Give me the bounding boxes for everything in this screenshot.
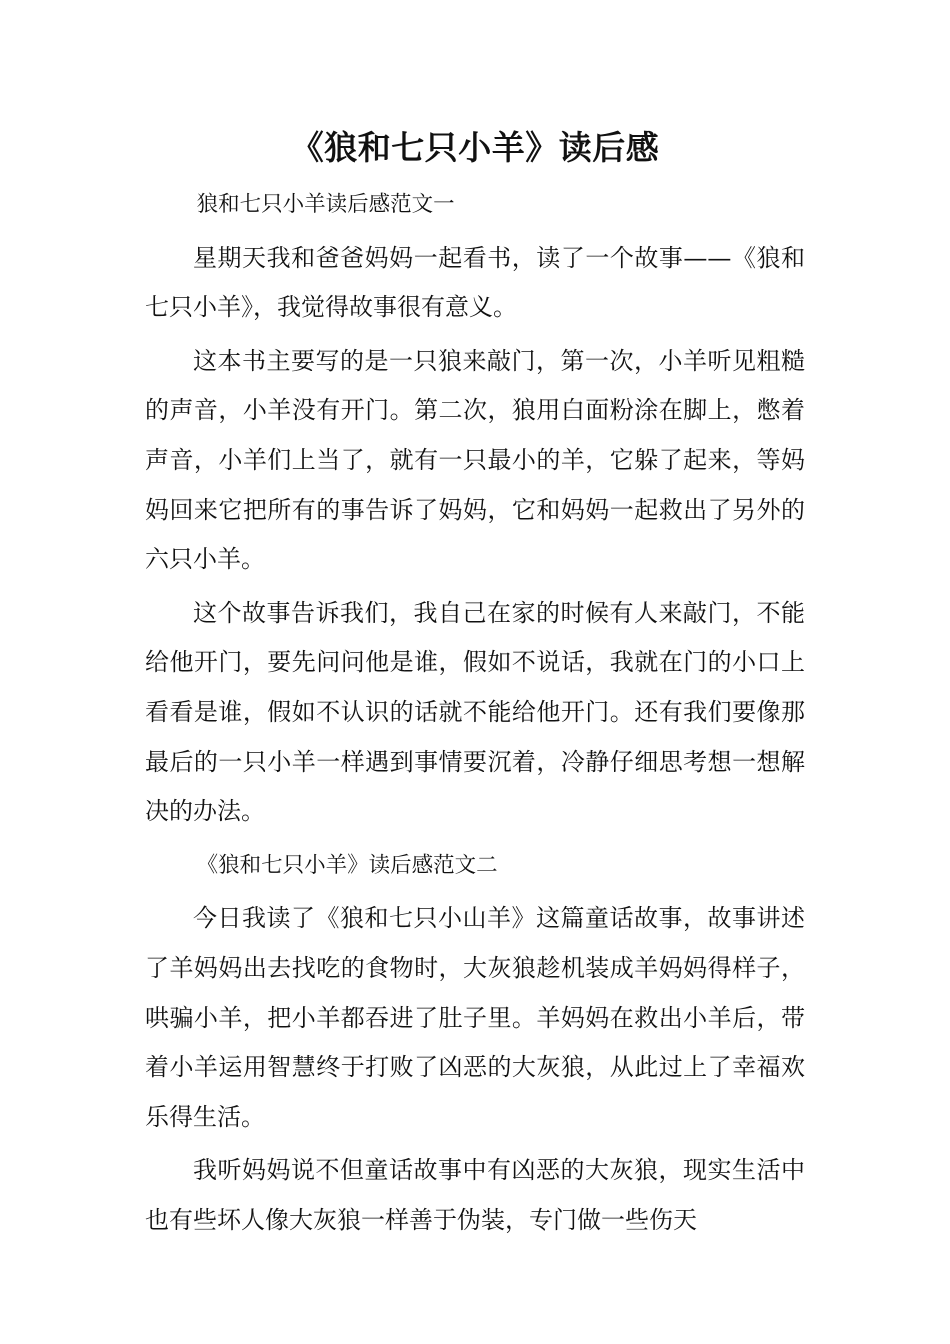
paragraph: 星期天我和爸爸妈妈一起看书，读了一个故事——《狼和七只小羊》，我觉得故事很有意义。	[145, 243, 805, 322]
section-heading-one: 狼和七只小羊读后感范文一	[196, 192, 455, 217]
document-body	[145, 180, 805, 1245]
document-title: 《狼和七只小羊》读后感	[290, 128, 660, 167]
paragraph: 我听妈妈说不但童话故事中有凶恶的大灰狼，现实生活中也有些坏人像大灰狼一样善于伪装，专门做一些伤天	[145, 1156, 805, 1234]
document-page	[145, 0, 805, 1344]
paragraph: 这本书主要写的是一只狼来敲门，第一次，小羊听见粗糙的声音，小羊没有开门。第二次，狼用白面粉涂在脚上，憋着声音，小羊们上当了，就有一只最小的羊，它躲了起来，等妈妈回来它把所有的事告诉了妈妈，它和妈妈一起救出了另外的六只小羊。	[145, 346, 805, 574]
paragraph: 这个故事告诉我们，我自己在家的时候有人来敲门，不能给他开门，要先问问他是谁，假如不说话，我就在门的小口上看看是谁，假如不认识的话就不能给他开门。还有我们要像那最后的一只小羊一样遇到事情要沉着，冷静仔细思考想一想解决的办法。	[145, 598, 805, 826]
section-heading-two: 《狼和七只小羊》读后感范文二	[196, 852, 498, 878]
paragraph: 今日我读了《狼和七只小山羊》这篇童话故事，故事讲述了羊妈妈出去找吃的食物时，大灰狼趁机装成羊妈妈得样子，哄骗小羊，把小羊都吞进了肚子里。羊妈妈在救出小羊后，带着小羊运用智慧终于打败了凶恶的大灰狼，从此过上了幸福欢乐得生活。	[145, 904, 805, 1131]
